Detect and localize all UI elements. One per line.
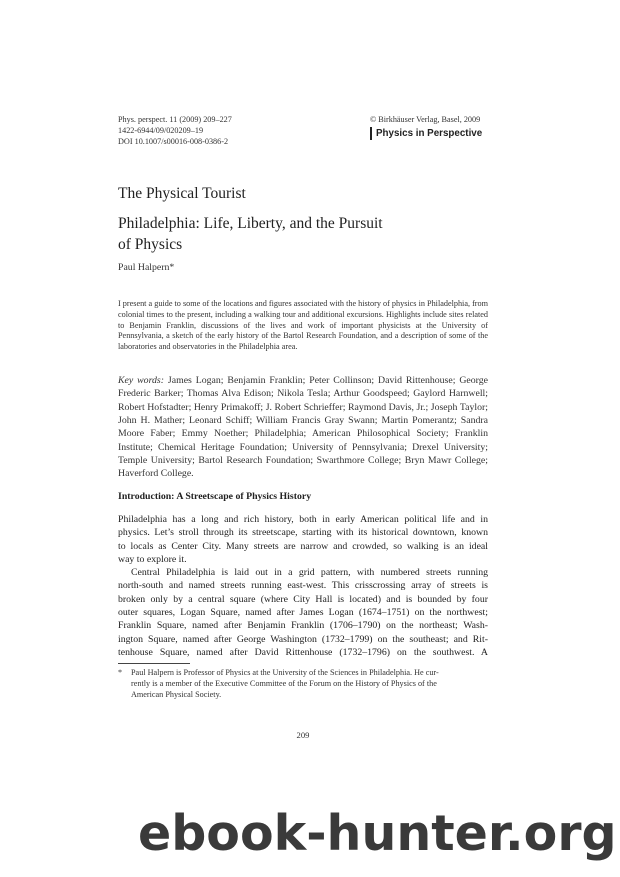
article-title-line: Philadelphia: Life, Liberty, and the Pursuit [118, 215, 383, 232]
paragraph-line: to locals as Center City. Many streets are narrow and crowded, so walking is an ideal [118, 540, 488, 552]
citation-line: Phys. perspect. 11 (2009) 209–227 [118, 115, 232, 124]
abstract: I present a guide to some of the locations and figures associated with the history of physics in Philadelphia, from colonial times to the present, including a walking tour and additional excursions. Highlights include sites related to Benjamin Franklin, discussions of the lives and work of important physicists at the University of Pennsylvania, a sketch of the early history of the Bartol Research Foundation, and a description of some of the laboratories and observatories in the Philadelphia area. [118, 299, 488, 352]
paragraph-line: broken only by a central square (where City Hall is located) and is bounded by four [118, 593, 488, 605]
article-title [118, 213, 383, 255]
paragraph-line: outer squares, Logan Square, named after James Logan (1674–1751) on the northwest; [118, 607, 488, 619]
article-title-line: of Physics [118, 236, 183, 253]
publisher-copyright: © Birkhäuser Verlag, Basel, 2009 [370, 115, 481, 124]
paragraph-line: Central Philadelphia is laid out in a grid pattern, with numbered streets running [131, 567, 488, 579]
paragraph-line: ington Square, named after George Washington (1732–1799) on the southeast; and Rit- [118, 633, 488, 645]
doi-line: DOI 10.1007/s00016-008-0386-2 [118, 137, 229, 146]
footnote-rule [118, 663, 190, 664]
watermark-text: ebook-hunter.org [138, 805, 617, 862]
footnote-mark: * [118, 668, 123, 677]
series-title: The Physical Tourist [118, 185, 246, 202]
author-name: Paul Halpern* [118, 262, 175, 273]
journal-name: Physics in Perspective [376, 128, 483, 139]
keywords-label: Key words: [118, 375, 164, 386]
paragraph-line: physics. Let’s stroll through its streetscape, starting with its historical downtown, known [118, 527, 488, 539]
section-heading: Introduction: A Streetscape of Physics History [118, 491, 312, 502]
footnote-line: American Physical Society. [131, 689, 222, 699]
paragraph-line: Philadelphia has a long and rich history, both in early American political life and in [118, 514, 488, 525]
footnote [118, 668, 488, 701]
issn-line: 1422-6944/09/020209–19 [118, 126, 204, 135]
footnote-line: Paul Halpern is Professor of Physics at the University of the Sciences in Philadelphia. He cur- [131, 668, 439, 677]
page-number: 209 [296, 730, 310, 740]
keywords-list: James Logan; Benjamin Franklin; Peter Collinson; David Rittenhouse; George Frederic Barker; Thomas Alva Edison; Nikola Tesla; Arthur Goodspeed; Gaylord Harnwell; Robert Hofstadter; Henry Primakoff; J. Robert Schrieffer; Raymond Davis, Jr.; Joseph Taylor; John H. Mather; Leonard Schiff; William Francis Gray Swann; Martin Pomerantz; Sandra Moore Faber; Emmy Noether; Philadelphia; American Philosophical Society; Franklin Institute; Chemical Heritage Foundation; University of Pennsylvania; Drexel University; Temple University; Bartol Research Foundation; Swarthmore College; Bryn Mawr College; Haverford College. [118, 375, 488, 480]
paragraph-line: way to explore it. [118, 553, 187, 565]
body-text [118, 513, 488, 659]
citation-block [118, 114, 232, 147]
keywords [118, 374, 488, 481]
paragraph-line: north-south and named streets running east-west. This crisscrossing array of streets is [118, 580, 488, 592]
footnote-line: rently is a member of the Executive Committee of the Forum on the History of Physics of the [131, 678, 437, 688]
paragraph-line: Franklin Square, named after Benjamin Franklin (1706–1790) on the northeast; Wash- [118, 620, 488, 632]
paragraph-line: tenhouse Square, named after David Rittenhouse (1732–1796) on the southwest. A [118, 646, 488, 658]
journal-bar [370, 127, 372, 140]
